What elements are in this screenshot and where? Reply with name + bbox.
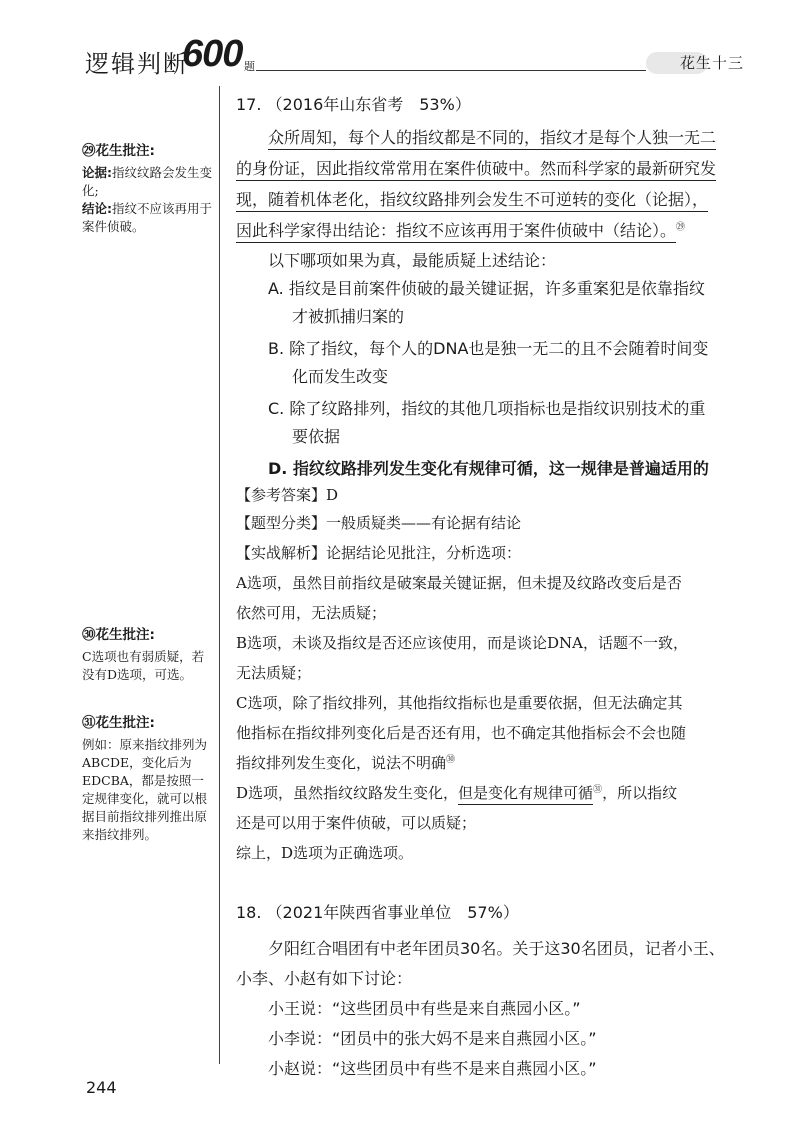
analysis-intro: 【实战解析】论据结论见批注，分析选项： — [236, 544, 522, 562]
answer: 【参考答案】D — [236, 486, 339, 504]
analysis-b-cont: 无法质疑； — [236, 664, 312, 682]
analysis-c-cont: 指纹排列发生变化，说法不明确$^㉚$ — [236, 754, 456, 772]
note-text: 指纹不应该再用于案件侦破。 — [82, 201, 213, 234]
analysis-c-cont: 他指标在指纹排列变化后是否还有用，也不确定其他指标会不会也随 — [236, 724, 687, 742]
margin-note-30 — [82, 626, 216, 684]
q17-stem-line: 的身份证，因此指纹常常用在案件侦破中。然而科学家的最新研究发 — [236, 156, 716, 179]
note-text: 指纹纹路会发生变化; — [82, 165, 213, 198]
underlined-phrase: 但是变化有规律可循 — [458, 784, 593, 805]
annotation-ref-30: ㉚ — [446, 755, 456, 765]
note-heading: ㉙花生批注: — [82, 143, 155, 159]
note-label: 论据: — [82, 165, 112, 180]
margin-note-31 — [82, 714, 216, 844]
q17-option-c: C. 除了纹路排列，指纹的其他几项指标也是指纹识别技术的重 — [268, 399, 706, 418]
analysis-b: B选项，未谈及指纹是否还应该使用，而是谈论DNA，话题不一致， — [236, 634, 689, 652]
analysis-a: A选项，虽然目前指纹是破案最关键证据，但未提及纹路改变后是否 — [236, 574, 682, 592]
note-text: C选项也有弱质疑，若没有D选项，可选。 — [82, 649, 205, 682]
question-18-header: 18. （2021年陕西省事业单位 57%） — [236, 903, 519, 922]
question-type: 【题型分类】一般质疑类——有论据有结论 — [236, 514, 522, 532]
book-title-number: 600 — [182, 33, 243, 75]
book-title-suffix: 题 — [244, 60, 255, 73]
q18-statement-zhao: 小赵说：“这些团员中有些不是来自燕园小区。” — [268, 1059, 597, 1078]
note-label: 结论: — [82, 201, 112, 216]
book-title: 逻辑判断 — [85, 50, 189, 78]
analysis-c: C选项，除了指纹排列，其他指纹指标也是重要依据，但无法确定其 — [236, 694, 683, 712]
q17-stem-line: 现，随着机体老化，指纹纹路排列会发生不可逆转的变化（论据）， — [236, 187, 708, 210]
series-name: 花生十三 — [680, 54, 745, 72]
q17-option-a-cont: 才被抓捕归案的 — [292, 307, 405, 326]
q17-prompt: 以下哪项如果为真，最能质疑上述结论： — [268, 251, 557, 270]
q17-option-d: D. 指纹纹路排列发生变化有规律可循，这一规律是普遍适用的 — [268, 459, 709, 478]
analysis-d-cont: 还是可以用于案件侦破，可以质疑； — [236, 814, 477, 832]
q18-statement-wang: 小王说：“这些团员中有些是来自燕园小区。” — [268, 999, 581, 1018]
annotation-ref-29: ㉙ — [676, 222, 686, 233]
q17-option-c-cont: 要依据 — [292, 427, 341, 446]
annotation-ref-31: ㉛ — [593, 785, 603, 795]
q18-stem-line: 小李、小赵有如下讨论： — [236, 969, 413, 988]
note-heading: ㉚花生批注: — [82, 627, 155, 643]
analysis-d: D选项，虽然指纹纹路发生变化，但是变化有规律可循$^㉛$，所以指纹 — [236, 782, 677, 803]
q17-stem-line: 众所周知，每个人的指纹都是不同的，指纹才是每个人独一无二 — [268, 125, 716, 148]
q18-statement-li: 小李说：“团员中的张大妈不是来自燕园小区。” — [268, 1029, 597, 1048]
question-17-header: 17. （2016年山东省考 53%） — [236, 95, 471, 114]
page-number: 244 — [86, 1078, 117, 1097]
q17-option-b-cont: 化而发生改变 — [292, 367, 389, 386]
q18-stem-line: 夕阳红合唱团有中老年团员30名。关于这30名团员，记者小王、 — [268, 939, 725, 958]
analysis-conclusion: 综上，D选项为正确选项。 — [236, 844, 414, 862]
margin-divider — [219, 86, 220, 1064]
analysis-a-cont: 依然可用，无法质疑； — [236, 604, 387, 622]
header-rule — [256, 70, 646, 71]
q17-stem-line: 因此科学家得出结论：指纹不应该再用于案件侦破中（结论）。$^㉙$ — [236, 218, 685, 241]
q17-option-b: B. 除了指纹，每个人的DNA也是独一无二的且不会随着时间变 — [268, 339, 709, 358]
q17-option-a: A. 指纹是目前案件侦破的最关键证据，许多重案犯是依靠指纹 — [268, 279, 705, 298]
note-text: 例如：原来指纹排列为ABCDE，变化后为EDCBA，都是按照一定规律变化，就可以根据目前指纹排列推出原来指纹排列。 — [82, 737, 208, 842]
note-heading: ㉛花生批注: — [82, 715, 155, 731]
margin-note-29 — [82, 142, 216, 236]
